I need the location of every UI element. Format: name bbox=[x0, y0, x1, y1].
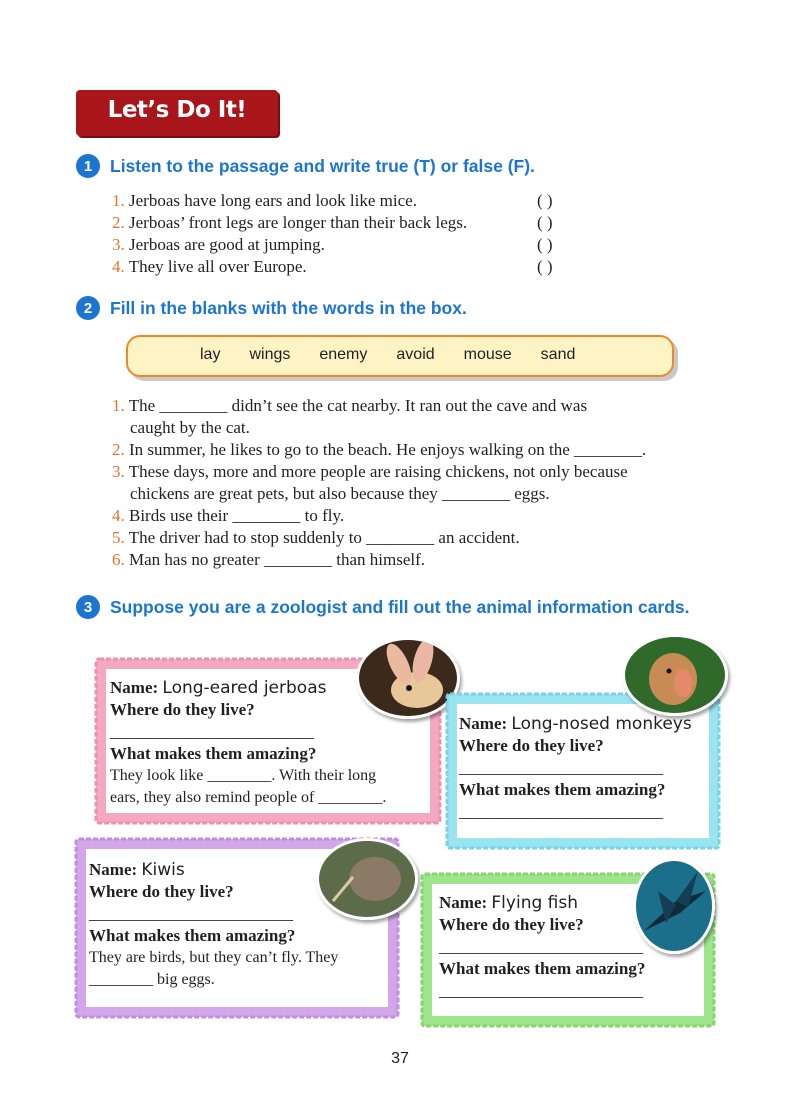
page-number: 37 bbox=[391, 1050, 409, 1067]
card-fish-name: Flying fish bbox=[491, 893, 578, 913]
list-item-continuation: caught by the cat. bbox=[130, 418, 250, 437]
exercise-3-number: 3 bbox=[76, 595, 100, 619]
exercise-1-header bbox=[76, 154, 535, 178]
answer-blank[interactable]: ( ) bbox=[537, 213, 553, 232]
card-monkey-name: Long-nosed monkeys bbox=[511, 714, 692, 734]
list-item: 3. Jerboas are good at jumping. ( ) bbox=[112, 235, 553, 254]
exercise-2-title: Fill in the blanks with the words in the box. bbox=[110, 297, 467, 318]
list-item: 6. Man has no greater ________ than himself. bbox=[112, 550, 426, 569]
word-mouse: mouse bbox=[463, 346, 512, 363]
exercise-3-header bbox=[76, 595, 690, 619]
word-enemy: enemy bbox=[319, 346, 368, 363]
card-jerboa-body-1: They look like ________. With their long bbox=[110, 767, 377, 784]
word-box bbox=[126, 335, 674, 377]
card-fish-amazing-blank[interactable]: ________________________ bbox=[439, 981, 643, 1000]
card-jerboa-where-blank[interactable]: ________________________ bbox=[110, 722, 314, 741]
true-false-list bbox=[112, 190, 592, 278]
card-fish-where-blank[interactable]: ________________________ bbox=[439, 937, 643, 956]
card-kiwi-name: Kiwis bbox=[141, 860, 185, 880]
card-kiwi-body-1: They are birds, but they can’t fly. They bbox=[89, 949, 339, 966]
exercise-3-title: Suppose you are a zoologist and fill out the animal information cards. bbox=[110, 596, 690, 617]
list-item: 5. The driver had to stop suddenly to ________ an accident. bbox=[112, 528, 520, 547]
fill-blank-list bbox=[112, 395, 732, 571]
list-item: 2. In summer, he likes to go to the beach. He enjoys walking on the ________. bbox=[112, 440, 647, 459]
exercise-2-header bbox=[76, 296, 467, 320]
banner-title: Let’s Do It! bbox=[107, 97, 247, 123]
word-wings: wings bbox=[249, 346, 291, 363]
card-kiwi-body-2: ________ big eggs. bbox=[89, 971, 215, 988]
list-item: 1. Jerboas have long ears and look like mice. ( ) bbox=[112, 191, 553, 210]
kiwi-photo bbox=[316, 838, 418, 920]
card-kiwi-where-blank[interactable]: ________________________ bbox=[89, 904, 293, 923]
answer-blank[interactable]: ( ) bbox=[537, 235, 553, 254]
card-jerboa-name: Long-eared jerboas bbox=[162, 678, 327, 698]
card-monkey-amazing-blank[interactable]: ________________________ bbox=[459, 802, 663, 821]
list-item: 4. They live all over Europe. ( ) bbox=[112, 257, 553, 276]
word-sand: sand bbox=[540, 346, 576, 363]
list-item: 3. These days, more and more people are raising chickens, not only because bbox=[112, 462, 628, 481]
list-item: 2. Jerboas’ front legs are longer than their back legs. ( ) bbox=[112, 213, 553, 232]
word-lay: lay bbox=[200, 346, 221, 363]
flying-fish-photo bbox=[633, 858, 715, 954]
list-item-continuation: chickens are great pets, but also because they ________ eggs. bbox=[130, 484, 550, 503]
exercise-2-number: 2 bbox=[76, 296, 100, 320]
answer-blank[interactable]: ( ) bbox=[537, 191, 553, 210]
lets-do-it-banner bbox=[76, 90, 278, 136]
monkey-photo bbox=[622, 634, 728, 716]
card-monkey-where-blank[interactable]: ________________________ bbox=[459, 758, 663, 777]
card-jerboa-body-2: ears, they also remind people of ________. bbox=[110, 789, 387, 806]
exercise-1-title: Listen to the passage and write true (T) or false (F). bbox=[110, 155, 535, 176]
word-avoid: avoid bbox=[396, 346, 435, 363]
exercise-1-number: 1 bbox=[76, 154, 100, 178]
answer-blank[interactable]: ( ) bbox=[537, 257, 553, 276]
list-item: 4. Birds use their ________ to fly. bbox=[112, 506, 345, 525]
list-item: 1. The ________ didn’t see the cat nearby. It ran out the cave and was bbox=[112, 396, 588, 415]
